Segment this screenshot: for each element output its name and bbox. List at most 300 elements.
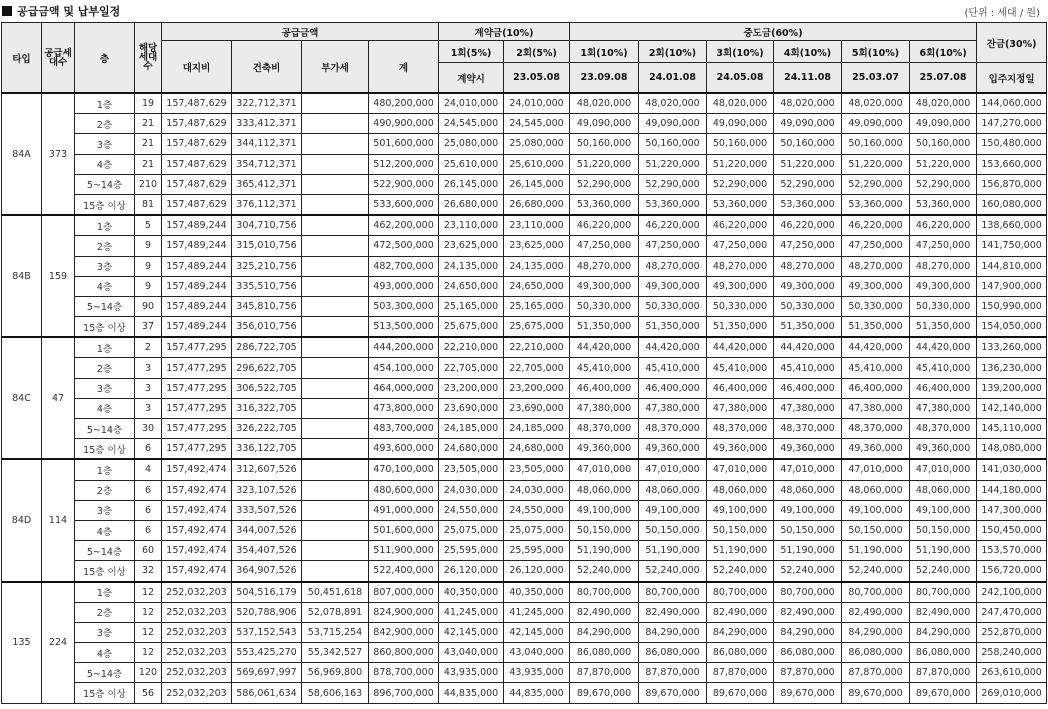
middle-3-cell: 86,080,000 <box>707 643 774 663</box>
header-type: 타입 <box>2 23 42 94</box>
table-row <box>2 459 1047 480</box>
middle-5-cell: 49,360,000 <box>842 439 910 460</box>
middle-5-cell: 45,410,000 <box>842 358 910 378</box>
vat-cell <box>302 337 369 358</box>
table-row <box>2 215 1047 236</box>
middle-6-cell: 50,150,000 <box>910 520 977 540</box>
land-cost-cell: 157,477,295 <box>162 398 232 418</box>
land-cost-cell: 157,492,474 <box>162 561 232 582</box>
building-cost-cell: 344,007,526 <box>232 520 302 540</box>
middle-4-cell: 49,360,000 <box>774 439 842 460</box>
middle-2-cell: 49,100,000 <box>639 500 707 520</box>
middle-3-cell: 45,410,000 <box>707 358 774 378</box>
vat-cell: 53,715,254 <box>302 622 369 642</box>
middle-3-cell: 49,100,000 <box>707 500 774 520</box>
middle-2-cell: 48,060,000 <box>639 480 707 500</box>
total-cell: 483,700,000 <box>369 419 439 439</box>
middle-3-cell: 50,330,000 <box>707 296 774 316</box>
vat-cell: 58,606,163 <box>302 683 369 703</box>
page-title-text: 공급금액 및 납부일정 <box>17 5 121 18</box>
middle-6-cell: 48,270,000 <box>910 256 977 276</box>
middle-5-cell: 86,080,000 <box>842 643 910 663</box>
middle-2-cell: 49,300,000 <box>639 276 707 296</box>
middle-5-cell: 50,330,000 <box>842 296 910 316</box>
middle-2-cell: 51,350,000 <box>639 317 707 338</box>
total-cell: 454,100,000 <box>369 358 439 378</box>
balance-cell: 258,240,000 <box>977 643 1047 663</box>
land-cost-cell: 252,032,203 <box>162 643 232 663</box>
middle-5-cell: 53,360,000 <box>842 194 910 215</box>
middle-2-cell: 89,670,000 <box>639 683 707 703</box>
middle-1-cell: 89,670,000 <box>570 683 639 703</box>
deposit-1-cell: 23,690,000 <box>439 398 504 418</box>
deposit-1-cell: 23,110,000 <box>439 215 504 236</box>
middle-2-cell: 46,400,000 <box>639 378 707 398</box>
floor-units-cell: 32 <box>135 561 162 582</box>
middle-2-cell: 49,360,000 <box>639 439 707 460</box>
deposit-1-cell: 25,075,000 <box>439 520 504 540</box>
header-middle-2-date: 24.01.08 <box>639 63 707 94</box>
middle-1-cell: 52,290,000 <box>570 174 639 194</box>
middle-2-cell: 80,700,000 <box>639 582 707 603</box>
middle-3-cell: 48,060,000 <box>707 480 774 500</box>
deposit-1-cell: 25,165,000 <box>439 296 504 316</box>
floor-cell: 4층 <box>75 520 135 540</box>
floor-units-cell: 120 <box>135 663 162 683</box>
middle-3-cell: 48,270,000 <box>707 256 774 276</box>
middle-1-cell: 87,870,000 <box>570 663 639 683</box>
deposit-2-cell: 43,040,000 <box>504 643 570 663</box>
middle-6-cell: 52,240,000 <box>910 561 977 582</box>
building-cost-cell: 326,222,705 <box>232 419 302 439</box>
building-cost-cell: 354,712,371 <box>232 154 302 174</box>
deposit-2-cell: 25,610,000 <box>504 154 570 174</box>
deposit-1-cell: 26,145,000 <box>439 174 504 194</box>
floor-units-cell: 6 <box>135 520 162 540</box>
middle-2-cell: 48,370,000 <box>639 419 707 439</box>
middle-1-cell: 49,360,000 <box>570 439 639 460</box>
middle-1-cell: 80,700,000 <box>570 582 639 603</box>
header-building: 건축비 <box>232 41 302 94</box>
floor-cell: 5~14층 <box>75 174 135 194</box>
deposit-2-cell: 24,545,000 <box>504 114 570 134</box>
deposit-1-cell: 23,505,000 <box>439 459 504 480</box>
building-cost-cell: 304,710,756 <box>232 215 302 236</box>
deposit-2-cell: 23,505,000 <box>504 459 570 480</box>
supply-units-cell: 159 <box>42 215 75 337</box>
land-cost-cell: 157,477,295 <box>162 337 232 358</box>
middle-1-cell: 51,220,000 <box>570 154 639 174</box>
middle-6-cell: 80,700,000 <box>910 582 977 603</box>
floor-cell: 4층 <box>75 276 135 296</box>
floor-units-cell: 9 <box>135 256 162 276</box>
balance-cell: 156,720,000 <box>977 561 1047 582</box>
middle-6-cell: 53,360,000 <box>910 194 977 215</box>
building-cost-cell: 356,010,756 <box>232 317 302 338</box>
floor-cell: 15층 이상 <box>75 439 135 460</box>
land-cost-cell: 252,032,203 <box>162 683 232 703</box>
header-middle-6-date: 25.07.08 <box>910 63 977 94</box>
total-cell: 522,900,000 <box>369 174 439 194</box>
deposit-2-cell: 25,675,000 <box>504 317 570 338</box>
total-cell: 522,400,000 <box>369 561 439 582</box>
middle-6-cell: 51,190,000 <box>910 541 977 561</box>
vat-cell <box>302 317 369 338</box>
middle-1-cell: 49,090,000 <box>570 114 639 134</box>
balance-cell: 150,450,000 <box>977 520 1047 540</box>
table-row <box>2 561 1047 582</box>
table-row <box>2 93 1047 114</box>
building-cost-cell: 335,510,756 <box>232 276 302 296</box>
balance-cell: 153,570,000 <box>977 541 1047 561</box>
page-title <box>2 3 120 19</box>
total-cell: 473,800,000 <box>369 398 439 418</box>
table-row <box>2 174 1047 194</box>
middle-5-cell: 51,350,000 <box>842 317 910 338</box>
total-cell: 807,000,000 <box>369 582 439 603</box>
middle-5-cell: 52,240,000 <box>842 561 910 582</box>
deposit-2-cell: 25,595,000 <box>504 541 570 561</box>
land-cost-cell: 252,032,203 <box>162 582 232 603</box>
building-cost-cell: 520,788,906 <box>232 602 302 622</box>
total-cell: 490,900,000 <box>369 114 439 134</box>
middle-3-cell: 47,380,000 <box>707 398 774 418</box>
table-row <box>2 256 1047 276</box>
middle-6-cell: 50,160,000 <box>910 134 977 154</box>
middle-2-cell: 44,420,000 <box>639 337 707 358</box>
vat-cell <box>302 256 369 276</box>
floor-units-cell: 3 <box>135 398 162 418</box>
floor-cell: 3층 <box>75 256 135 276</box>
middle-4-cell: 80,700,000 <box>774 582 842 603</box>
floor-cell: 2층 <box>75 602 135 622</box>
table-row <box>2 276 1047 296</box>
middle-6-cell: 47,010,000 <box>910 459 977 480</box>
deposit-2-cell: 24,650,000 <box>504 276 570 296</box>
vat-cell <box>302 276 369 296</box>
total-cell: 860,800,000 <box>369 643 439 663</box>
header-middle-4: 4회(10%) <box>774 41 842 63</box>
deposit-1-cell: 26,120,000 <box>439 561 504 582</box>
deposit-1-cell: 43,935,000 <box>439 663 504 683</box>
header-middle-6: 6회(10%) <box>910 41 977 63</box>
middle-1-cell: 48,270,000 <box>570 256 639 276</box>
deposit-2-cell: 24,010,000 <box>504 93 570 114</box>
middle-1-cell: 50,330,000 <box>570 296 639 316</box>
middle-3-cell: 52,290,000 <box>707 174 774 194</box>
middle-5-cell: 46,400,000 <box>842 378 910 398</box>
balance-cell: 144,810,000 <box>977 256 1047 276</box>
vat-cell <box>302 459 369 480</box>
balance-cell: 144,060,000 <box>977 93 1047 114</box>
balance-cell: 263,610,000 <box>977 663 1047 683</box>
middle-6-cell: 89,670,000 <box>910 683 977 703</box>
header-balance-date: 입주지정일 <box>977 63 1047 94</box>
land-cost-cell: 157,489,244 <box>162 317 232 338</box>
floor-cell: 1층 <box>75 582 135 603</box>
header-floor: 층 <box>75 23 135 94</box>
middle-1-cell: 49,300,000 <box>570 276 639 296</box>
deposit-2-cell: 24,550,000 <box>504 500 570 520</box>
vat-cell <box>302 93 369 114</box>
middle-5-cell: 49,090,000 <box>842 114 910 134</box>
deposit-1-cell: 23,625,000 <box>439 236 504 256</box>
table-row <box>2 663 1047 683</box>
deposit-2-cell: 25,080,000 <box>504 134 570 154</box>
middle-2-cell: 49,090,000 <box>639 114 707 134</box>
middle-6-cell: 45,410,000 <box>910 358 977 378</box>
middle-5-cell: 51,190,000 <box>842 541 910 561</box>
total-cell: 512,200,000 <box>369 154 439 174</box>
total-cell: 842,900,000 <box>369 622 439 642</box>
floor-units-cell: 2 <box>135 337 162 358</box>
land-cost-cell: 157,487,629 <box>162 174 232 194</box>
floor-units-cell: 21 <box>135 134 162 154</box>
building-cost-cell: 504,516,179 <box>232 582 302 603</box>
table-row <box>2 500 1047 520</box>
middle-2-cell: 47,250,000 <box>639 236 707 256</box>
middle-3-cell: 50,160,000 <box>707 134 774 154</box>
deposit-2-cell: 40,350,000 <box>504 582 570 603</box>
deposit-1-cell: 44,835,000 <box>439 683 504 703</box>
middle-6-cell: 82,490,000 <box>910 602 977 622</box>
table-row <box>2 378 1047 398</box>
floor-cell: 5~14층 <box>75 541 135 561</box>
header-middle-3: 3회(10%) <box>707 41 774 63</box>
deposit-2-cell: 43,935,000 <box>504 663 570 683</box>
vat-cell <box>302 419 369 439</box>
building-cost-cell: 286,722,705 <box>232 337 302 358</box>
deposit-1-cell: 24,030,000 <box>439 480 504 500</box>
deposit-2-cell: 23,690,000 <box>504 398 570 418</box>
floor-cell: 5~14층 <box>75 296 135 316</box>
table-row <box>2 541 1047 561</box>
middle-2-cell: 50,150,000 <box>639 520 707 540</box>
deposit-1-cell: 22,705,000 <box>439 358 504 378</box>
deposit-1-cell: 40,350,000 <box>439 582 504 603</box>
middle-1-cell: 48,370,000 <box>570 419 639 439</box>
building-cost-cell: 333,507,526 <box>232 500 302 520</box>
floor-units-cell: 6 <box>135 480 162 500</box>
middle-5-cell: 48,270,000 <box>842 256 910 276</box>
floor-cell: 15층 이상 <box>75 317 135 338</box>
balance-cell: 142,140,000 <box>977 398 1047 418</box>
deposit-1-cell: 24,185,000 <box>439 419 504 439</box>
land-cost-cell: 157,477,295 <box>162 439 232 460</box>
header-middle-4-date: 24.11.08 <box>774 63 842 94</box>
middle-3-cell: 49,300,000 <box>707 276 774 296</box>
total-cell: 493,600,000 <box>369 439 439 460</box>
unit-note: (단위 : 세대 / 원) <box>964 8 1040 19</box>
floor-units-cell: 5 <box>135 215 162 236</box>
vat-cell <box>302 520 369 540</box>
building-cost-cell: 345,810,756 <box>232 296 302 316</box>
balance-cell: 138,660,000 <box>977 215 1047 236</box>
floor-units-cell: 12 <box>135 602 162 622</box>
total-cell: 511,900,000 <box>369 541 439 561</box>
middle-2-cell: 50,160,000 <box>639 134 707 154</box>
building-cost-cell: 365,412,371 <box>232 174 302 194</box>
middle-6-cell: 52,290,000 <box>910 174 977 194</box>
floor-units-cell: 12 <box>135 582 162 603</box>
floor-units-cell: 3 <box>135 378 162 398</box>
middle-5-cell: 48,020,000 <box>842 93 910 114</box>
middle-5-cell: 44,420,000 <box>842 337 910 358</box>
vat-cell <box>302 236 369 256</box>
middle-4-cell: 86,080,000 <box>774 643 842 663</box>
land-cost-cell: 157,492,474 <box>162 459 232 480</box>
floor-units-cell: 21 <box>135 114 162 134</box>
middle-4-cell: 48,270,000 <box>774 256 842 276</box>
middle-1-cell: 46,400,000 <box>570 378 639 398</box>
land-cost-cell: 157,492,474 <box>162 520 232 540</box>
middle-4-cell: 44,420,000 <box>774 337 842 358</box>
middle-4-cell: 50,150,000 <box>774 520 842 540</box>
floor-cell: 15층 이상 <box>75 683 135 703</box>
middle-5-cell: 49,100,000 <box>842 500 910 520</box>
floor-cell: 5~14층 <box>75 419 135 439</box>
middle-6-cell: 50,330,000 <box>910 296 977 316</box>
land-cost-cell: 157,489,244 <box>162 215 232 236</box>
supply-units-cell: 114 <box>42 459 75 581</box>
middle-6-cell: 49,090,000 <box>910 114 977 134</box>
header-deposit-1: 1회(5%) <box>439 41 504 63</box>
total-cell: 482,700,000 <box>369 256 439 276</box>
table-row <box>2 582 1047 603</box>
middle-6-cell: 46,400,000 <box>910 378 977 398</box>
middle-2-cell: 82,490,000 <box>639 602 707 622</box>
deposit-2-cell: 25,075,000 <box>504 520 570 540</box>
deposit-1-cell: 22,210,000 <box>439 337 504 358</box>
floor-units-cell: 9 <box>135 236 162 256</box>
deposit-2-cell: 23,110,000 <box>504 215 570 236</box>
building-cost-cell: 586,061,634 <box>232 683 302 703</box>
vat-cell <box>302 134 369 154</box>
middle-3-cell: 50,150,000 <box>707 520 774 540</box>
middle-2-cell: 51,220,000 <box>639 154 707 174</box>
table-body <box>2 93 1047 703</box>
floor-units-cell: 12 <box>135 622 162 642</box>
balance-cell: 147,300,000 <box>977 500 1047 520</box>
middle-6-cell: 49,300,000 <box>910 276 977 296</box>
middle-3-cell: 47,010,000 <box>707 459 774 480</box>
middle-4-cell: 50,160,000 <box>774 134 842 154</box>
middle-1-cell: 84,290,000 <box>570 622 639 642</box>
deposit-2-cell: 26,145,000 <box>504 174 570 194</box>
floor-cell: 1층 <box>75 459 135 480</box>
deposit-2-cell: 42,145,000 <box>504 622 570 642</box>
middle-4-cell: 45,410,000 <box>774 358 842 378</box>
deposit-2-cell: 23,200,000 <box>504 378 570 398</box>
middle-1-cell: 82,490,000 <box>570 602 639 622</box>
vat-cell: 50,451,618 <box>302 582 369 603</box>
land-cost-cell: 252,032,203 <box>162 602 232 622</box>
table-row <box>2 419 1047 439</box>
balance-cell: 141,030,000 <box>977 459 1047 480</box>
middle-3-cell: 84,290,000 <box>707 622 774 642</box>
building-cost-cell: 569,697,997 <box>232 663 302 683</box>
land-cost-cell: 252,032,203 <box>162 663 232 683</box>
middle-3-cell: 49,090,000 <box>707 114 774 134</box>
floor-cell: 1층 <box>75 337 135 358</box>
middle-2-cell: 45,410,000 <box>639 358 707 378</box>
building-cost-cell: 323,107,526 <box>232 480 302 500</box>
building-cost-cell: 364,907,526 <box>232 561 302 582</box>
middle-4-cell: 50,330,000 <box>774 296 842 316</box>
middle-3-cell: 80,700,000 <box>707 582 774 603</box>
header-deposit-1-date: 계약시 <box>439 63 504 94</box>
middle-3-cell: 82,490,000 <box>707 602 774 622</box>
floor-units-cell: 19 <box>135 93 162 114</box>
middle-3-cell: 51,350,000 <box>707 317 774 338</box>
vat-cell <box>302 358 369 378</box>
floor-cell: 2층 <box>75 358 135 378</box>
land-cost-cell: 157,487,629 <box>162 154 232 174</box>
price-schedule-table <box>1 22 1047 704</box>
land-cost-cell: 157,487,629 <box>162 134 232 154</box>
middle-5-cell: 50,150,000 <box>842 520 910 540</box>
building-cost-cell: 344,112,371 <box>232 134 302 154</box>
deposit-2-cell: 26,120,000 <box>504 561 570 582</box>
balance-cell: 136,230,000 <box>977 358 1047 378</box>
middle-1-cell: 44,420,000 <box>570 337 639 358</box>
middle-1-cell: 48,060,000 <box>570 480 639 500</box>
header-middle-1-date: 23.09.08 <box>570 63 639 94</box>
building-cost-cell: 315,010,756 <box>232 236 302 256</box>
floor-cell: 4층 <box>75 154 135 174</box>
table-row <box>2 398 1047 418</box>
table-row <box>2 643 1047 663</box>
land-cost-cell: 157,492,474 <box>162 480 232 500</box>
vat-cell <box>302 174 369 194</box>
balance-cell: 150,990,000 <box>977 296 1047 316</box>
building-cost-cell: 312,607,526 <box>232 459 302 480</box>
middle-1-cell: 52,240,000 <box>570 561 639 582</box>
building-cost-cell: 553,425,270 <box>232 643 302 663</box>
header-middle-3-date: 24.05.08 <box>707 63 774 94</box>
total-cell: 501,600,000 <box>369 134 439 154</box>
middle-6-cell: 48,060,000 <box>910 480 977 500</box>
total-cell: 878,700,000 <box>369 663 439 683</box>
table-row <box>2 358 1047 378</box>
middle-6-cell: 51,350,000 <box>910 317 977 338</box>
floor-units-cell: 6 <box>135 439 162 460</box>
middle-6-cell: 47,250,000 <box>910 236 977 256</box>
middle-5-cell: 89,670,000 <box>842 683 910 703</box>
deposit-1-cell: 25,595,000 <box>439 541 504 561</box>
middle-4-cell: 52,240,000 <box>774 561 842 582</box>
balance-cell: 141,750,000 <box>977 236 1047 256</box>
middle-5-cell: 46,220,000 <box>842 215 910 236</box>
floor-cell: 3층 <box>75 622 135 642</box>
middle-4-cell: 49,090,000 <box>774 114 842 134</box>
vat-cell <box>302 561 369 582</box>
floor-cell: 3층 <box>75 378 135 398</box>
middle-2-cell: 47,380,000 <box>639 398 707 418</box>
middle-4-cell: 51,220,000 <box>774 154 842 174</box>
floor-cell: 5~14층 <box>75 663 135 683</box>
floor-units-cell: 210 <box>135 174 162 194</box>
total-cell: 464,000,000 <box>369 378 439 398</box>
middle-5-cell: 52,290,000 <box>842 174 910 194</box>
middle-1-cell: 47,380,000 <box>570 398 639 418</box>
middle-3-cell: 51,220,000 <box>707 154 774 174</box>
header-deposit-2: 2회(5%) <box>504 41 570 63</box>
balance-cell: 147,900,000 <box>977 276 1047 296</box>
deposit-2-cell: 22,705,000 <box>504 358 570 378</box>
building-cost-cell: 354,407,526 <box>232 541 302 561</box>
middle-2-cell: 53,360,000 <box>639 194 707 215</box>
